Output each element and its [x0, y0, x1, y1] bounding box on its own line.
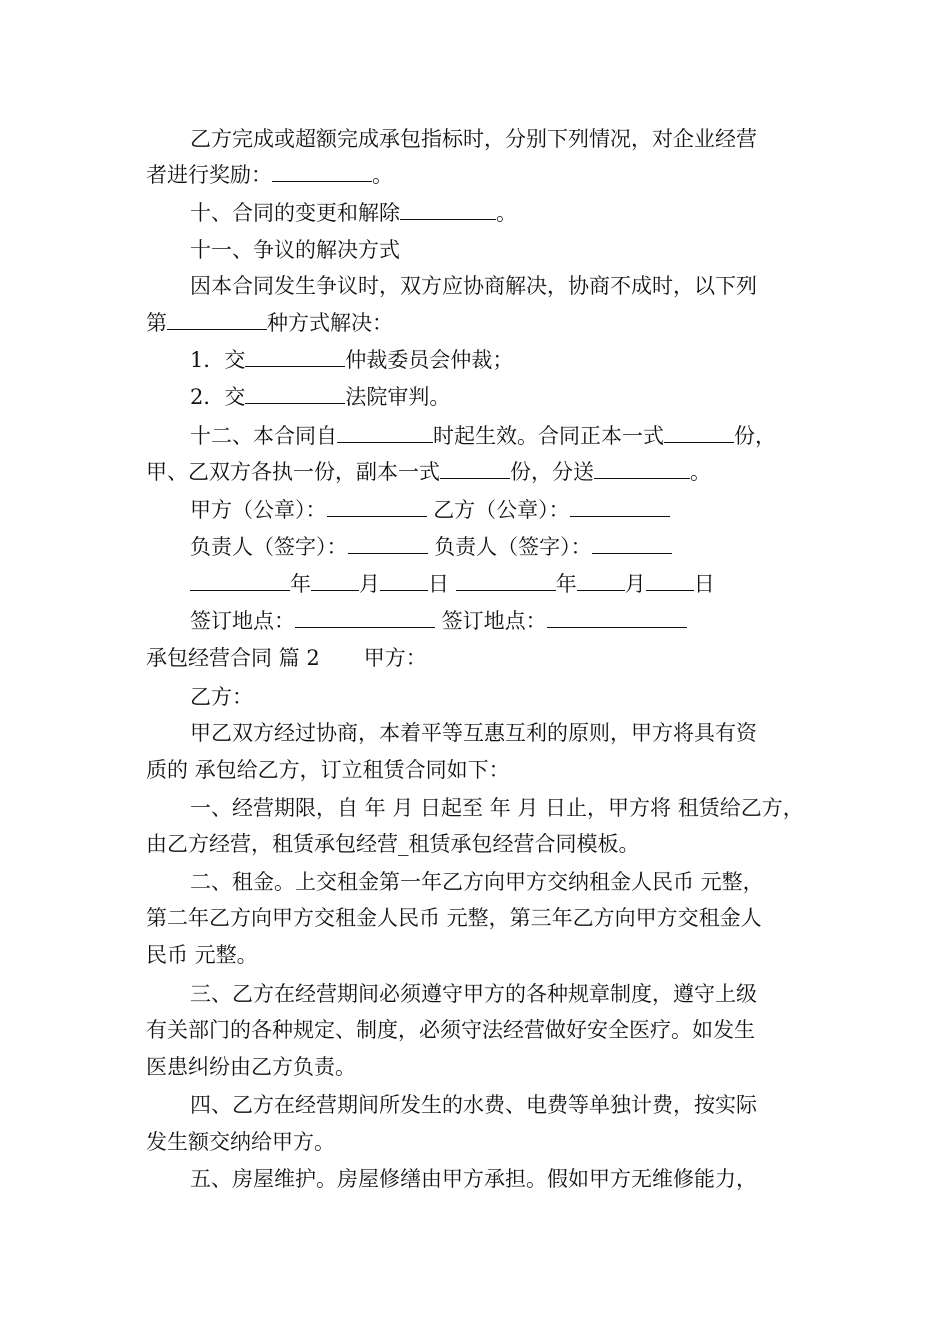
document-title-line: 承包经营合同 篇 2 甲方：: [146, 646, 427, 670]
paragraph-line: 第 种方式解决：: [146, 311, 393, 335]
signature-line: 负责人（签字）： 负责人（签字）：: [190, 533, 672, 561]
blank-underline: [456, 570, 556, 591]
paragraph-line: 发生额交纳给甲方。: [146, 1130, 335, 1154]
blank-underline: [348, 533, 428, 554]
date-line: 年 月 日 年 月 日: [190, 570, 715, 598]
blank-underline: [295, 607, 435, 628]
paragraph-line: 乙方完成或超额完成承包指标时，分别下列情况，对企业经营: [190, 127, 757, 151]
paragraph-line: 五、房屋维护。房屋修缮由甲方承担。假如甲方无维修能力，: [190, 1167, 757, 1191]
blank-underline: [577, 570, 625, 591]
blank-underline: [190, 570, 290, 591]
blank-underline: [245, 383, 345, 404]
paragraph-line: 十二、本合同自 时起生效。合同正本一式 份，: [190, 424, 776, 448]
section-heading: 十一、争议的解决方式: [190, 238, 400, 262]
blank-underline: [440, 458, 510, 479]
blank-underline: [327, 496, 427, 517]
place-line: 签订地点： 签订地点：: [190, 607, 687, 635]
paragraph-line: 甲乙双方经过协商，本着平等互惠互利的原则，甲方将具有资: [190, 721, 757, 745]
blank-underline: [272, 161, 372, 182]
paragraph-line: 有关部门的各种规定、制度，必须守法经营做好安全医疗。如发生: [146, 1018, 755, 1042]
blank-underline: [380, 570, 428, 591]
blank-underline: [400, 199, 496, 220]
blank-underline: [245, 346, 345, 367]
signature-line: 甲方（公章）： 乙方（公章）：: [190, 496, 670, 524]
blank-underline: [167, 309, 267, 330]
blank-underline: [337, 422, 433, 443]
paragraph-line: 三、乙方在经营期间必须遵守甲方的各种规章制度，遵守上级: [190, 982, 757, 1006]
paragraph-line: 因本合同发生争议时，双方应协商解决，协商不成时，以下列: [190, 274, 757, 298]
paragraph-line: 者进行奖励： 。: [146, 163, 393, 187]
paragraph-line: 民币 元整。: [146, 943, 258, 967]
list-item: 2．交 法院审判。: [190, 385, 451, 409]
paragraph-line: 一、经营期限，自 年 月 日起至 年 月 日止，甲方将 租赁给乙方，: [190, 796, 804, 820]
blank-underline: [664, 422, 734, 443]
blank-underline: [570, 496, 670, 517]
paragraph-line: 质的 承包给乙方，订立租赁合同如下：: [146, 758, 510, 782]
paragraph-line: 四、乙方在经营期间所发生的水费、电费等单独计费，按实际: [190, 1093, 757, 1117]
paragraph-line: 乙方：: [190, 685, 253, 709]
blank-underline: [646, 570, 694, 591]
paragraph-line: 医患纠纷由乙方负责。: [146, 1055, 356, 1079]
blank-underline: [311, 570, 359, 591]
paragraph-line: 甲、乙双方各执一份，副本一式 份，分送 。: [146, 460, 711, 484]
list-item: 1．交 仲裁委员会仲裁；: [190, 348, 514, 372]
blank-underline: [594, 458, 690, 479]
paragraph-line: 由乙方经营，租赁承包经营_租赁承包经营合同模板。: [146, 832, 640, 856]
section-heading: 十、合同的变更和解除 。: [190, 201, 517, 225]
blank-underline: [547, 607, 687, 628]
blank-underline: [592, 533, 672, 554]
paragraph-line: 第二年乙方向甲方交租金人民币 元整，第三年乙方向甲方交租金人: [146, 906, 762, 930]
paragraph-line: 二、租金。上交租金第一年乙方向甲方交纳租金人民币 元整，: [190, 870, 764, 894]
